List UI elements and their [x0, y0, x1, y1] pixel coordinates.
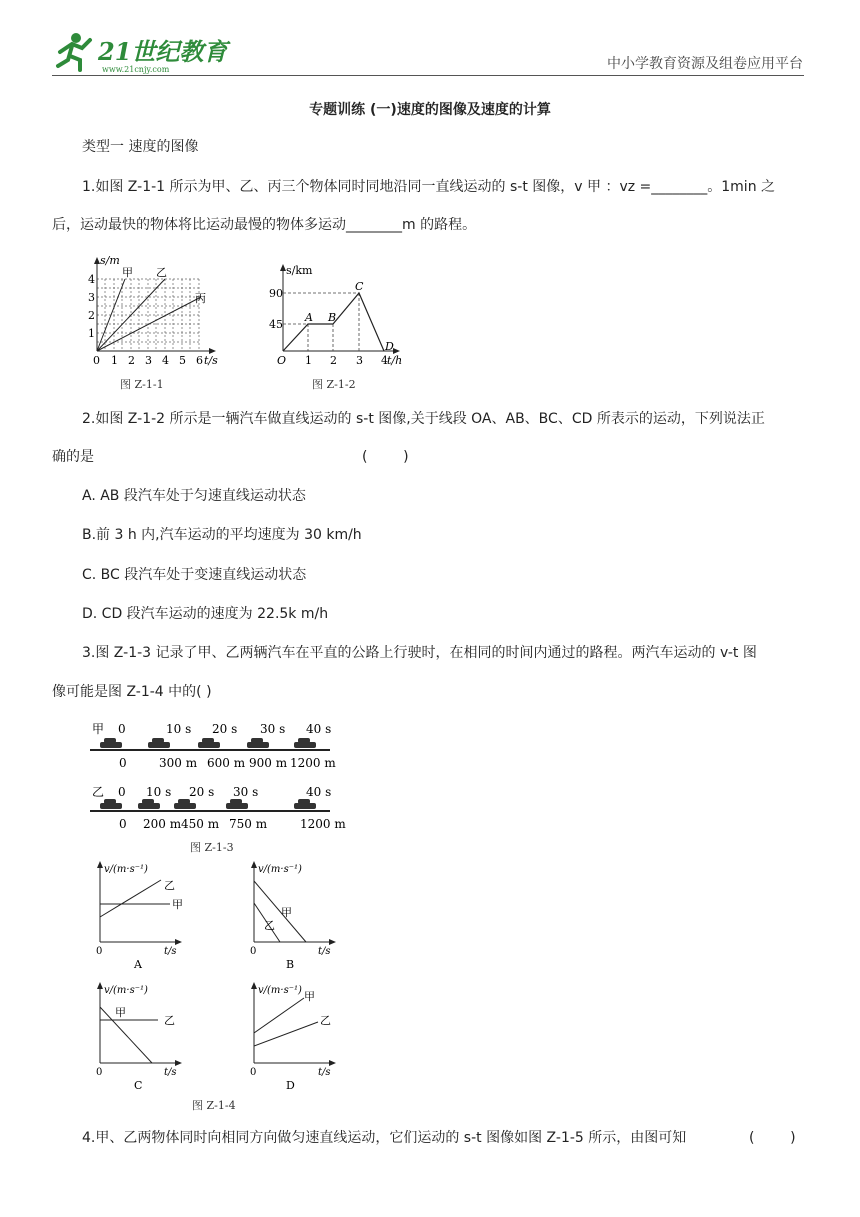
- point-label: A: [305, 311, 313, 324]
- fig4-xlabel: t/s: [164, 1067, 177, 1078]
- fig3-time: 10 s: [166, 722, 192, 736]
- fig2-xtick: O: [277, 354, 287, 367]
- fig4-xlabel: t/s: [164, 946, 177, 957]
- fig3-dist: 450 m: [181, 817, 220, 831]
- series-label-jia: 甲: [122, 266, 133, 279]
- fig1-xtick: 6: [196, 354, 203, 367]
- q2-option-d: D. CD 段汽车运动的速度为 22.5k m/h: [82, 606, 329, 622]
- line-label-yi: 乙: [164, 879, 175, 892]
- q2-line2: 确的是: [52, 449, 94, 465]
- fig4-origin: 0: [96, 1067, 103, 1078]
- line-label-yi: 乙: [320, 1014, 331, 1027]
- fig2-xtick: 2: [330, 354, 337, 367]
- fig2-caption: 图 Z-1-2: [312, 378, 356, 391]
- fig1-xtick: 1: [111, 354, 118, 367]
- logo-text: 21世纪教育: [98, 37, 228, 66]
- fig1-ytick: 4: [88, 273, 95, 286]
- series-label-yi: 乙: [156, 266, 167, 279]
- fig1-ytick: 3: [88, 291, 95, 304]
- fig3-caption: 图 Z-1-3: [190, 841, 234, 854]
- fig1-xtick: 5: [179, 354, 186, 367]
- fig3-dist: 0: [119, 817, 127, 831]
- fig3-dist: 200 m: [143, 817, 182, 831]
- q3-line2: 像可能是图 Z-1-4 中的( ): [52, 684, 212, 700]
- header-divider: [52, 75, 804, 76]
- point-label: B: [328, 311, 337, 324]
- fig3-time: 0: [118, 785, 126, 799]
- line-label-jia: 甲: [115, 1006, 126, 1019]
- point-label: D: [385, 340, 394, 353]
- fig1-xtick: 3: [145, 354, 152, 367]
- car-label-yi: 乙: [92, 785, 105, 799]
- q2-option-a: A. AB 段汽车处于匀速直线运动状态: [82, 488, 306, 504]
- q2-option-b: B.前 3 h 内,汽车运动的平均速度为 30 km/h: [82, 527, 362, 543]
- figure-z-1-2: [268, 262, 418, 394]
- q4-answer-paren: ( ): [749, 1130, 796, 1146]
- panel-c: [96, 982, 182, 1092]
- fig4-caption: 图 Z-1-4: [192, 1099, 236, 1112]
- fig2-ytick: 45: [269, 318, 283, 331]
- fig4-xlabel: t/s: [318, 1067, 331, 1078]
- fig4-ylabel: v/(m·s⁻¹): [104, 985, 148, 996]
- line-label-yi: 乙: [264, 919, 275, 932]
- q4-line1: 4.甲、乙两物体同时向相同方向做匀速直线运动，它们运动的 s-t 图像如图 Z-1-5 所示，由图可知: [82, 1130, 687, 1146]
- fig2-xtick: 1: [305, 354, 312, 367]
- fig1-xtick: 0: [93, 354, 100, 367]
- fig4-origin: 0: [250, 1067, 257, 1078]
- figure-z-1-1: [80, 252, 230, 394]
- line-label-jia: 甲: [172, 898, 183, 911]
- fig3-dist: 300 m: [159, 756, 198, 770]
- q3-line1: 3.图 Z-1-3 记录了甲、乙两辆汽车在平直的公路上行驶时，在相同的时间内通过的路程。两汽车运动的 v-t 图: [82, 645, 757, 661]
- fig3-time: 0: [118, 722, 126, 736]
- car-label-jia: 甲: [92, 722, 105, 736]
- panel-a: [96, 861, 183, 971]
- q1-line2: 后，运动最快的物体将比运动最慢的物体多运动________m 的路程。: [52, 217, 477, 233]
- car-icons-jia: [100, 738, 316, 748]
- fig2-ytick: 90: [269, 287, 283, 300]
- fig4-ylabel: v/(m·s⁻¹): [258, 864, 302, 875]
- panel-b: [250, 861, 336, 971]
- fig4-origin: 0: [96, 946, 103, 957]
- fig1-ylabel: s/m: [100, 254, 120, 267]
- fig3-dist: 0: [119, 756, 127, 770]
- fig2-xlabel: t/h: [387, 354, 403, 367]
- q2-option-c: C. BC 段汽车处于变速直线运动状态: [82, 567, 307, 583]
- q2-answer-paren: ( ): [362, 449, 409, 465]
- fig1-xlabel: t/s: [204, 354, 218, 367]
- panel-label-c: C: [134, 1079, 143, 1092]
- fig3-dist: 900 m: [249, 756, 288, 770]
- fig3-dist: 600 m: [207, 756, 246, 770]
- q2-line1: 2.如图 Z-1-2 所示是一辆汽车做直线运动的 s-t 图像,关于线段 OA、AB、BC、CD 所表示的运动，下列说法正: [82, 411, 765, 427]
- fig4-xlabel: t/s: [318, 946, 331, 957]
- fig3-time: 20 s: [212, 722, 238, 736]
- fig3-time: 30 s: [233, 785, 259, 799]
- fig2-ylabel: s/km: [286, 264, 313, 277]
- fig1-xtick: 2: [128, 354, 135, 367]
- point-label: C: [355, 280, 364, 293]
- line-label-yi: 乙: [164, 1014, 175, 1027]
- platform-name: 中小学教育资源及组卷应用平台: [607, 56, 803, 72]
- panel-d: [250, 982, 336, 1092]
- section-heading: 类型一 速度的图像: [82, 139, 199, 155]
- fig1-xtick: 4: [162, 354, 169, 367]
- page-title: 专题训练 (一)速度的图像及速度的计算: [309, 102, 551, 118]
- fig3-time: 40 s: [306, 785, 332, 799]
- runner-icon: [58, 33, 90, 70]
- fig4-ylabel: v/(m·s⁻¹): [258, 985, 302, 996]
- panel-label-d: D: [286, 1079, 295, 1092]
- panel-label-b: B: [286, 958, 295, 971]
- logo-url: www.21cnjy.com: [102, 65, 170, 74]
- fig2-xtick: 3: [356, 354, 363, 367]
- car-icons-yi: [100, 799, 316, 809]
- fig2-xtick: 4: [381, 354, 388, 367]
- fig3-dist: 1200 m: [300, 817, 346, 831]
- line-label-jia: 甲: [304, 990, 315, 1003]
- fig3-dist: 1200 m: [290, 756, 336, 770]
- fig3-time: 20 s: [189, 785, 215, 799]
- series-label-bing: 丙: [195, 292, 206, 305]
- panel-label-a: A: [134, 958, 142, 971]
- fig3-time: 30 s: [260, 722, 286, 736]
- figure-z-1-3: [88, 714, 348, 856]
- fig3-time: 40 s: [306, 722, 332, 736]
- fig1-ytick: 1: [88, 327, 95, 340]
- fig4-origin: 0: [250, 946, 257, 957]
- fig1-caption: 图 Z-1-1: [120, 378, 164, 391]
- fig3-dist: 750 m: [229, 817, 268, 831]
- line-label-jia: 甲: [281, 906, 292, 919]
- logo: [50, 30, 240, 74]
- fig3-time: 10 s: [146, 785, 172, 799]
- q1-line1: 1.如图 Z-1-1 所示为甲、乙、丙三个物体同时同地沿同一直线运动的 s-t 图像，v 甲 ：vz =________。1min 之: [82, 179, 776, 195]
- figure-z-1-4: [88, 858, 348, 1116]
- fig4-ylabel: v/(m·s⁻¹): [104, 864, 148, 875]
- fig1-ytick: 2: [88, 309, 95, 322]
